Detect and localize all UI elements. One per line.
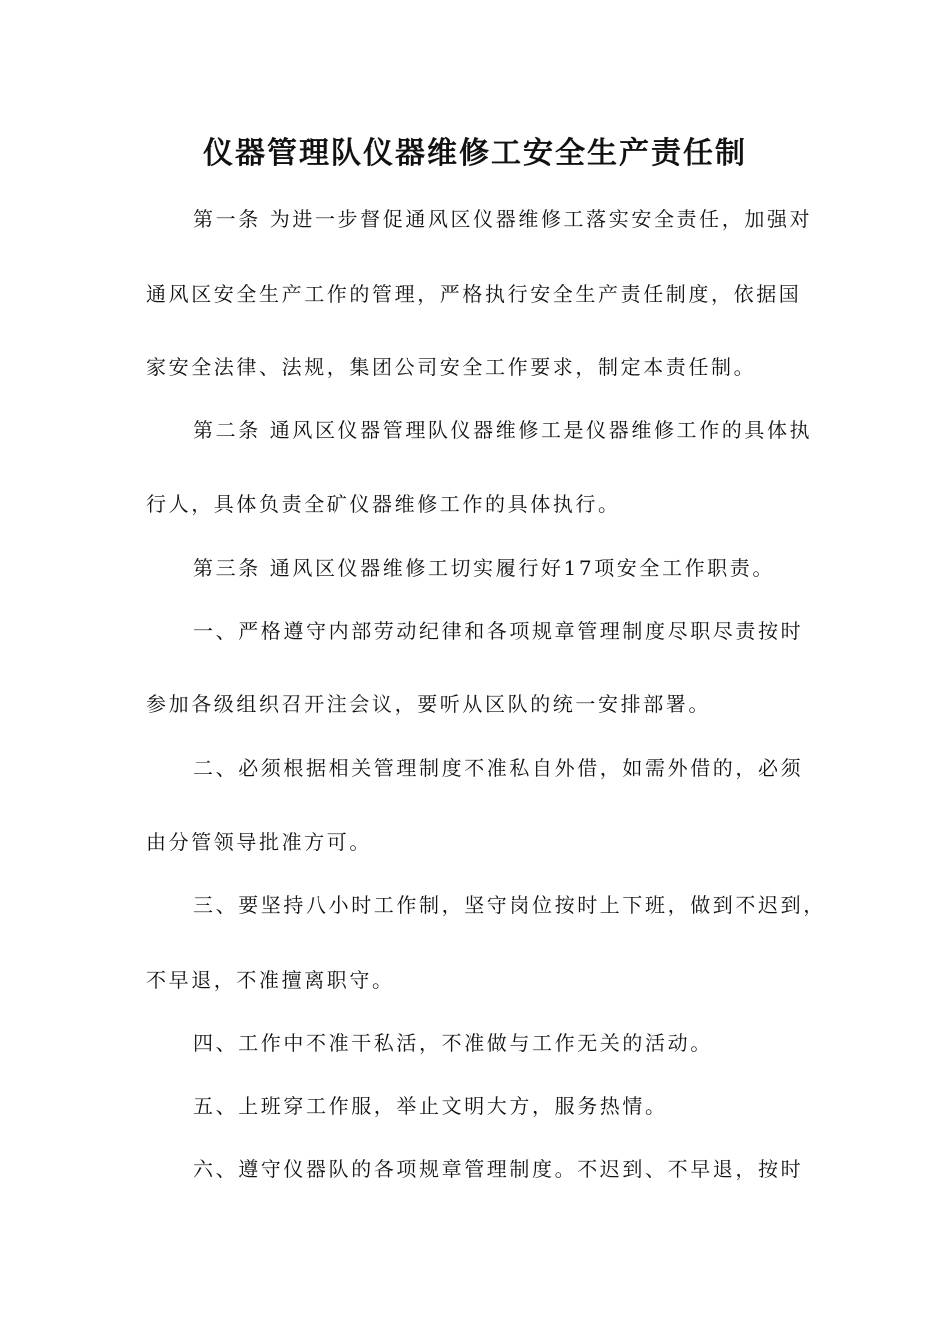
paragraph-line: 第二条 通风区仪器管理队仪器维修工是仪器维修工作的具体执 [193, 418, 813, 442]
paragraph-line: 由分管领导批准方可。 [146, 830, 372, 854]
paragraph-line: 家安全法律、法规，集团公司安全工作要求，制定本责任制。 [146, 355, 757, 379]
paragraph-line: 行人，具体负责全矿仪器维修工作的具体执行。 [146, 492, 621, 516]
paragraph-line: 四、工作中不准干私活，不准做与工作无关的活动。 [193, 1031, 713, 1055]
paragraph-line: 通风区安全生产工作的管理，严格执行安全生产责任制度，依据国 [146, 282, 802, 306]
document-title: 仪器管理队仪器维修工安全生产责任制 [203, 136, 747, 171]
paragraph-line: 第一条 为进一步督促通风区仪器维修工落实安全责任，加强对 [193, 207, 813, 231]
paragraph-line: 第三条 通风区仪器维修工切实履行好17项安全工作职责。 [193, 556, 776, 580]
paragraph-line: 参加各级组织召开注会议，要听从区队的统一安排部署。 [146, 692, 711, 716]
paragraph-line: 六、遵守仪器队的各项规章管理制度。不迟到、不早退，按时 [193, 1157, 804, 1181]
paragraph-line: 不早退，不准擅离职守。 [146, 968, 395, 992]
paragraph-line: 二、必须根据相关管理制度不准私自外借，如需外借的，必须 [193, 756, 804, 780]
paragraph-line: 一、严格遵守内部劳动纪律和各项规章管理制度尽职尽责按时 [193, 619, 804, 643]
paragraph-line: 五、上班穿工作服，举止文明大方，服务热情。 [193, 1094, 668, 1118]
paragraph-line: 三、要坚持八小时工作制，坚守岗位按时上下班，做到不迟到， [193, 893, 826, 917]
